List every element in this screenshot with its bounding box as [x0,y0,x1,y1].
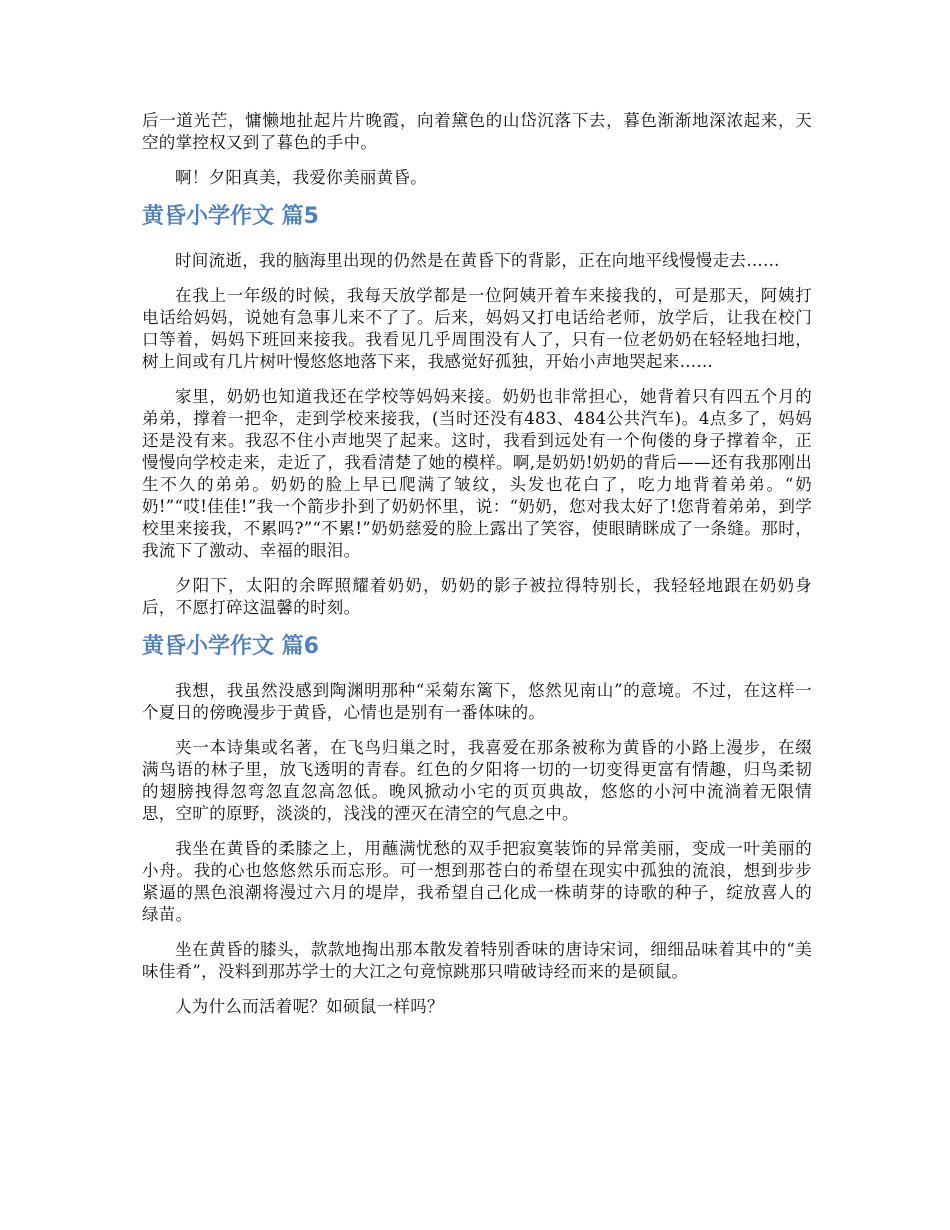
paragraph: 时间流逝，我的脑海里出现的仍然是在黄昏下的背影，正在向地平线慢慢走去…… [175,251,780,270]
paragraph: 夹一本诗集或名著，在飞鸟归巢之时，我喜爱在那条被称为黄昏的小路上漫步，在缀满鸟语的林子里，放飞透明的青春。红色的夕阳将一切的一切变得更富有情趣，归鸟柔韧的翅膀拽得忽弯忽直忽高忽低。晚风掀动小宅的页页典故，悠悠的小河中流淌着无限情思，空旷的原野，淡淡的，浅浅的湮灭在清空的气息之中。 [142,738,812,823]
paragraph: 人为什么而活着呢？如硕鼠一样吗？ [175,997,444,1016]
paragraph: 家里，奶奶也知道我还在学校等妈妈来接。奶奶也非常担心，她背着只有四五个月的弟弟，撑着一把伞，走到学校来接我，(当时还没有483、484公共汽车)。4点多了，妈妈还是没有来。我忍不住小声地哭了起来。这时，我看到远处有一个佝偻的身子撑着伞，正慢慢向学校走来，走近了，我看清楚了她的模样。啊,是奶奶!奶奶的背后——还有我那刚出生不久的弟弟。奶奶的脸上早已爬满了皱纹，头发也花白了，吃力地背着弟弟。“奶奶!”“哎!佳佳!”我一个箭步扑到了奶奶怀里，说：“奶奶，您对我太好了!您背着弟弟，到学校里来接我，不累吗?”“不累!”奶奶慈爱的脸上露出了笑容，使眼睛眯成了一条缝。那时，我流下了激动、幸福的眼泪。 [142,387,812,560]
paragraph: 夕阳下，太阳的余晖照耀着奶奶，奶奶的影子被拉得特别长，我轻轻地跟在奶奶身后，不愿打碎这温馨的时刻。 [142,576,812,617]
paragraph: 我想，我虽然没感到陶渊明那种“采菊东篱下，悠然见南山”的意境。不过，在这样一个夏日的傍晚漫步于黄昏，心情也是别有一番体味的。 [142,681,812,722]
section-heading: 黄昏小学作文 篇6 [142,634,319,659]
section-essay-5 [142,202,812,619]
paragraph: 啊！夕阳真美，我爱你美丽黄昏。 [175,168,427,187]
section-essay-6 [142,632,812,1018]
paragraph: 坐在黄昏的膝头，款款地掏出那本散发着特别香味的唐诗宋词，细细品味着其中的“美味佳肴”，没料到那苏学士的大江之句竟惊跳那只啃破诗经而来的是硕鼠。 [142,940,812,981]
paragraph: 后一道光芒，慵懒地扯起片片晚霞，向着黛色的山岱沉落下去，暮色渐渐地深浓起来，天空的掌控权又到了暮色的手中。 [142,111,812,152]
section-heading: 黄昏小学作文 篇5 [142,204,319,229]
paragraph: 在我上一年级的时候，我每天放学都是一位阿姨开着车来接我的，可是那天，阿姨打电话给妈妈，说她有急事儿来不了了。后来，妈妈又打电话给老师，放学后，让我在校门口等着，妈妈下班回来接我。我看见几乎周围没有人了，只有一位老奶奶在轻轻地扫地，树上间或有几片树叶慢悠悠地落下来，我感觉好孤独，开始小声地哭起来…… [142,286,812,371]
section-continued [142,110,812,189]
paragraph: 我坐在黄昏的柔膝之上，用蘸满忧愁的双手把寂寞装饰的异常美丽，变成一叶美丽的小舟。我的心也悠悠然乐而忘形。可一想到那苍白的希望在现实中孤独的流浪，想到步步紧逼的黑色浪潮将漫过六月的堤岸，我希望自己化成一株萌芽的诗歌的种子，绽放喜人的绿苗。 [142,839,812,924]
